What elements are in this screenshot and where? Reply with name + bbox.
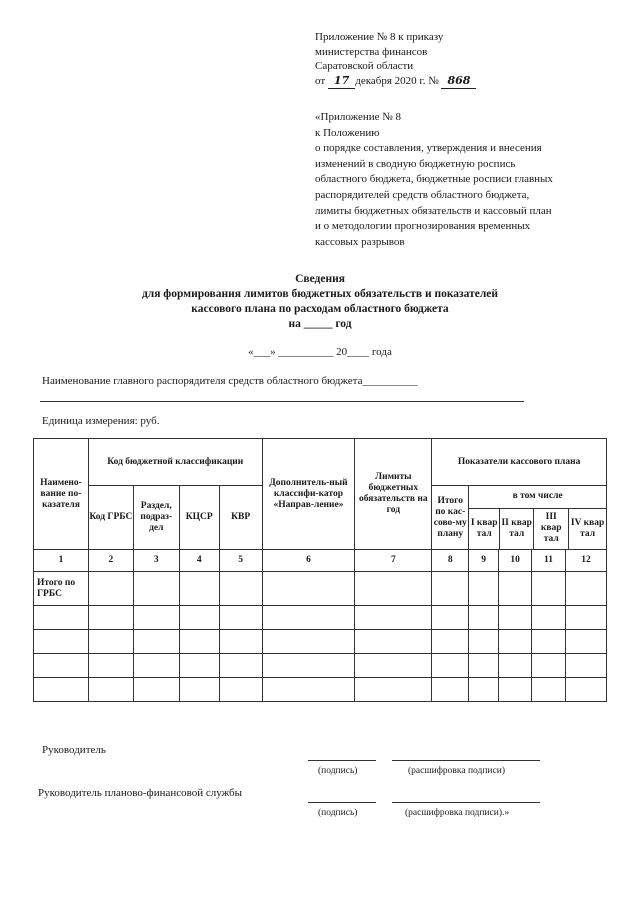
col-header-total: Итого по кас-сово-му плану: [432, 486, 469, 550]
order-header: [315, 30, 615, 89]
table-row: [34, 606, 607, 630]
col-number: 10: [499, 550, 532, 572]
appendix-line: о порядке составления, утверждения и внесения: [315, 142, 542, 155]
appendix-header: [315, 110, 615, 250]
appendix-line: областного бюджета, бюджетные росписи главных: [315, 173, 553, 186]
col-number: 8: [432, 550, 469, 572]
col-number: 7: [355, 550, 432, 572]
total-row-label: Итого по ГРБС: [34, 572, 89, 606]
fin-decode-line: [392, 802, 540, 803]
col-header-razdel: Раздел, подраз-дел: [133, 486, 179, 550]
appendix-line: «Приложение № 8: [315, 111, 402, 123]
appendix-line: к Положению: [315, 126, 380, 139]
col-number: 1: [34, 550, 89, 572]
head-decode-line: [392, 760, 540, 761]
blank-line: [40, 401, 524, 402]
header-line: министерства финансов: [315, 45, 428, 58]
col-header-q3: III квар тал: [534, 508, 569, 549]
col-header-q2: II квар тал: [500, 508, 534, 549]
fin-decode-caption: (расшифровка подписи).»: [405, 808, 510, 818]
head-sign-caption: (подпись): [318, 766, 358, 776]
table-row: [34, 550, 607, 572]
table-row: [34, 572, 607, 606]
col-number: 11: [532, 550, 566, 572]
col-header-extra: Дополнитель-ный классифи-катор «Направ-ление»: [262, 439, 355, 550]
col-header-grbs: Код ГРБС: [88, 486, 133, 550]
appendix-line: распорядителей средств областного бюджета,: [315, 188, 530, 201]
col-number: 9: [469, 550, 499, 572]
col-number: 3: [133, 550, 179, 572]
fin-sign-line: [308, 802, 376, 803]
col-header-kvr: КВР: [219, 486, 262, 550]
head-decode-caption: (расшифровка подписи): [408, 766, 505, 776]
limits-table: [33, 438, 607, 702]
col-header-including: в том числе: [469, 486, 606, 508]
date-line: «___» __________ 20____ года: [248, 346, 392, 358]
fin-sign-caption: (подпись): [318, 808, 358, 818]
col-number: 5: [219, 550, 262, 572]
col-header-kcsr: КЦСР: [179, 486, 219, 550]
table-row: [34, 678, 607, 702]
table-row: [34, 630, 607, 654]
appendix-line: лимиты бюджетных обязательств и кассовый план: [315, 204, 552, 217]
col-number: 2: [88, 550, 133, 572]
handwritten-day: 17: [328, 74, 355, 90]
col-group-codes: Код бюджетной классификации: [88, 439, 262, 486]
col-group-cash: Показатели кассового плана: [432, 439, 607, 486]
col-number: 12: [565, 550, 606, 572]
appendix-line: изменений в сводную бюджетную роспись: [315, 157, 516, 170]
table-row: [34, 654, 607, 678]
col-header-limits: Лимиты бюджетных обязательств на год: [355, 439, 432, 550]
appendix-line: и о методологии прогнозирования временных: [315, 220, 531, 233]
appendix-line: кассовых разрывов: [315, 235, 405, 248]
col-number: 4: [179, 550, 219, 572]
order-date-line: от 17 декабря 2020 г. № 868: [315, 74, 615, 90]
col-header-name: Наимено-вание по-казателя: [34, 439, 89, 550]
head-sign-line: [308, 760, 376, 761]
col-number: 6: [262, 550, 355, 572]
head-label: Руководитель: [42, 744, 106, 756]
unit-field: Единица измерения: руб.: [42, 415, 160, 427]
handwritten-order-number: 868: [441, 74, 476, 90]
header-line: Приложение № 8 к приказу: [315, 31, 444, 43]
col-header-q4: IV квар тал: [570, 517, 605, 539]
header-line: Саратовской области: [315, 60, 414, 72]
gr-name-field: Наименование главного распорядителя средств областного бюджета__________: [42, 375, 418, 387]
col-group-including: [469, 486, 607, 550]
document-title: Сведения для формирования лимитов бюджетных обязательств и показателей кассового плана по расходам областного бюджета на _____ год: [141, 273, 499, 330]
fin-label: Руководитель планово-финансовой службы: [38, 787, 243, 799]
col-header-q1: I квар тал: [469, 508, 500, 549]
